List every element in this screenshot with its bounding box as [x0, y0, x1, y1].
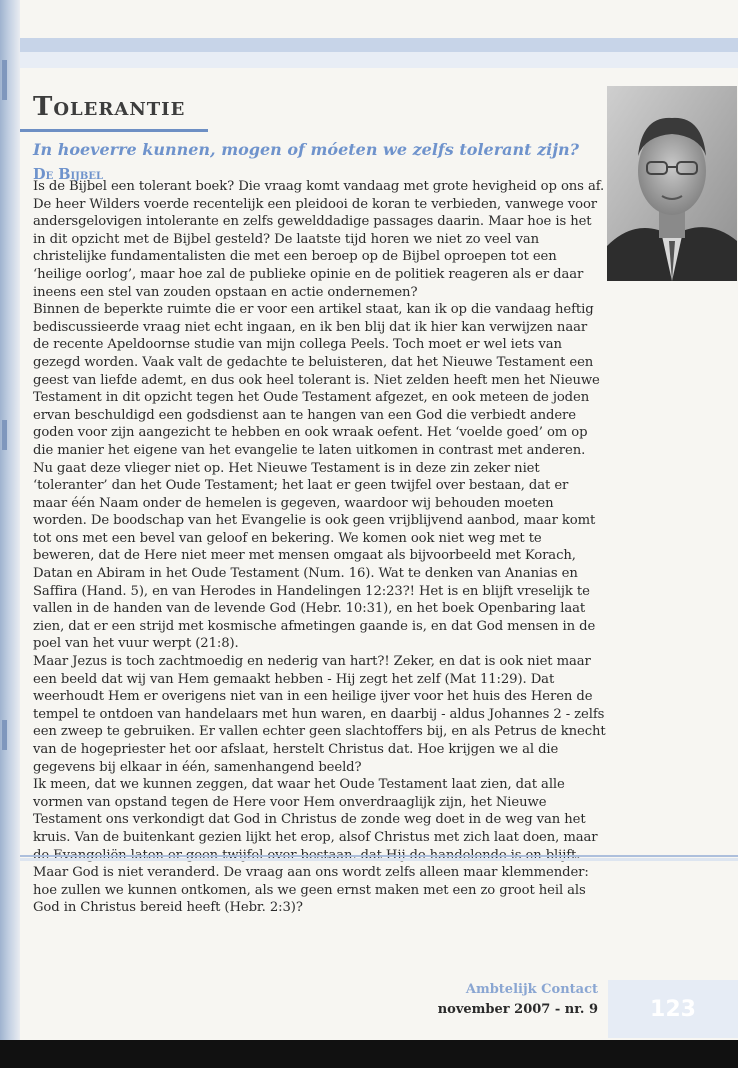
publication-name: Ambtelijk Contact	[465, 982, 598, 997]
spine-mark	[2, 420, 7, 450]
footer-rule-light	[20, 858, 738, 861]
article-title: Tolerantie	[33, 92, 186, 122]
paragraph: Maar Jezus is toch zachtmoedig en nederig van hart?! Zeker, en dat is ook niet maar een beeld dat wij van Hem gemaakt hebben - Hij zegt het zelf (Mat 11:29). Dat weerhoudt Hem er overigens niet van in een heilige ijver voor het huis des Heren de tempel te ontdoen van handelaars met hun waren, en daarbij - aldus Johannes 2 - zelfs een zweep te gebruiken. Er vallen echter geen slachtoffers bij, en als Petrus de knecht van de hogepriester het oor afslaat, herstelt Christus dat. Hoe krijgen we al die gegevens bij elkaar in één, samenhangend beeld?	[33, 654, 606, 775]
paragraph: Nu gaat deze vlieger niet op. Het Nieuwe Testament is in deze zin zeker niet ‘toleranter’ dan het Oude Testament; het laat er geen twijfel over bestaan, dat er maar één Naam onder de hemelen is gegeven, waardoor wij behouden moeten worden. De boodschap van het Evangelie is ook geen vrijblijvend aanbod, maar komt tot ons met een bevel van geloof en bekering. We komen ook niet weg met te beweren, dat de Here niet meer met mensen omgaat als bijvoorbeeld met Korach, Datan en Abiram in het Oude Testament (Num. 16). Wat te denken van Ananias en Saffira (Hand. 5), en van Herodes in Handelingen 12:23?! Het is en blijft vreselijk te vallen in de handen van de levende God (Hebr. 10:31), en het boek Openbaring laat zien, dat er een strijd met kosmische afmetingen gaande is, en dat God mensen in de poel van het vuur werpt (21:8).	[33, 460, 596, 652]
article-body	[33, 178, 606, 917]
paragraph: Is de Bijbel een tolerant boek? Die vraag komt vandaag met grote hevigheid op ons af. De heer Wilders voerde recentelijk een pleidooi de koran te verbieden, vanwege voor andersgelovigen intolerante en zelfs gewelddadige passages daarin. Maar hoe is het in dit opzicht met de Bijbel gesteld? De laatste tijd horen we niet zo veel van christelijke fundamentalisten die met een beroep op de Bijbel oproepen tot een ‘heilige oorlog’, maar hoe zal de publieke opinie en de politiek reageren als er daar ineens een stel van zouden opstaan en actie ondernemen?	[33, 179, 605, 300]
paragraph: Ik meen, dat we kunnen zeggen, dat waar het Oude Testament laat zien, dat alle vormen van opstand tegen de Here voor Hem onverdraaglijk zijn, het Nieuwe Testament ons verkondigt dat God in Christus de zonde weg doet in de weg van het kruis. Van de buitenkant gezien lijkt het erop, alsof Christus met zich laat doen, maar Maar God is niet veranderd. De vraag aan ons wordt zelfs alleen maar klemmender: hoe zullen we kunnen ontkomen, als we geen ernst maken met een zo groot heil als God in Christus bereid heeft (Hebr. 2:3)?	[33, 777, 598, 916]
page-number: 123	[608, 980, 738, 1038]
spine-mark	[2, 60, 7, 100]
section-heading: De Bijbel	[33, 166, 104, 183]
header-band-light	[20, 52, 738, 68]
scan-edge	[0, 1040, 738, 1068]
header-band	[20, 38, 738, 52]
spine-mark	[2, 720, 7, 750]
title-underline	[20, 129, 208, 132]
footer-rule	[20, 855, 738, 857]
issue-info: november 2007 - nr. 9	[437, 1002, 598, 1017]
paragraph: Binnen de beperkte ruimte die er voor een artikel staat, kan ik op die vandaag heftig bediscussieerde vraag niet echt ingaan, en ik ben blij dat ik hier kan verwijzen naar de recente Apeldoornse studie van mijn collega Peels. Toch moet er wel iets van gezegd worden. Vaak valt de gedachte te beluisteren, dat het Nieuwe Testament een geest van liefde ademt, en dus ook heel tolerant is. Niet zelden heeft men het Nieuwe Testament in dit opzicht tegen het Oude Testament afgezet, en ook meteen de joden ervan beschuldigd een godsdienst aan te hangen van een God die verbiedt andere goden voor zijn aangezicht te hebben en ook wraak oefent. Het ‘voelde goed’ om op die manier het eigene van het evangelie te laten uitkomen in contrast met anderen.	[33, 302, 600, 458]
binding-spine	[0, 0, 20, 1040]
article-subtitle: In hoeverre kunnen, mogen of móeten we zelfs tolerant zijn?	[33, 140, 580, 159]
author-photo	[607, 86, 737, 281]
